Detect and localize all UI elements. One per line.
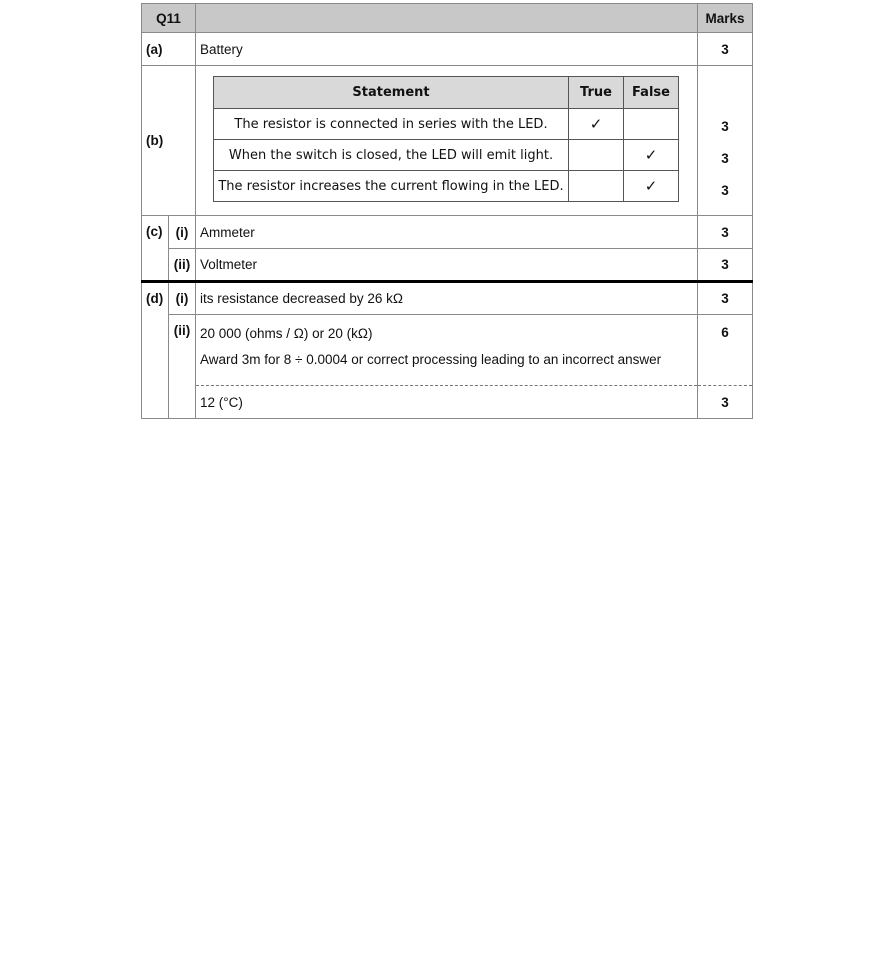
false-col-header: False [624,77,679,109]
statement-text: The resistor is connected in series with the LED. [214,109,569,140]
mark-scheme-table [141,3,753,419]
row-d-i [142,282,753,315]
part-b-mark: 3 [721,150,729,166]
statement-row [214,109,679,140]
statement-text: The resistor increases the current flowing in the LED. [214,171,569,202]
part-d-ii-label: (ii) [169,315,196,419]
mark-scheme [141,3,752,419]
statement-table-header [214,77,679,109]
part-d-ii-answer: 20 000 (ohms / Ω) or 20 (kΩ) [200,326,373,341]
part-b-mark: 3 [721,182,729,198]
part-d-ii-note: Award 3m for 8 ÷ 0.0004 or correct processing leading to an incorrect answer [200,352,662,367]
row-d-ii [142,315,753,386]
part-c-label: (c) [142,216,169,282]
statement-col-header: Statement [214,77,569,109]
false-cell: ✓ [624,171,679,202]
part-d-label: (d) [142,282,169,419]
part-b-mark: 3 [721,118,729,134]
part-d-ii-answer-block [196,315,698,386]
part-b-answer [196,66,698,216]
statement-text: When the switch is closed, the LED will emit light. [214,140,569,171]
part-d-ii-answer-2: 12 (°C) [196,386,698,419]
part-d-ii-marks-2: 3 [698,386,753,419]
part-a-marks: 3 [698,33,753,66]
part-a-label: (a) [142,33,196,66]
part-a-answer: Battery [196,33,698,66]
part-c-ii-label: (ii) [169,249,196,282]
question-number: Q11 [142,4,196,33]
false-cell: ✓ [624,140,679,171]
true-cell: ✓ [569,109,624,140]
part-c-i-label: (i) [169,216,196,249]
statement-row [214,140,679,171]
row-d-ii-second [142,386,753,419]
part-c-i-marks: 3 [698,216,753,249]
header-row [142,4,753,33]
part-c-ii-marks: 3 [698,249,753,282]
row-c-ii [142,249,753,282]
true-col-header: True [569,77,624,109]
row-b [142,66,753,216]
row-c-i [142,216,753,249]
part-d-ii-marks: 6 [698,315,753,386]
part-d-i-marks: 3 [698,282,753,315]
marks-header: Marks [698,4,753,33]
part-d-i-answer: its resistance decreased by 26 kΩ [196,282,698,315]
statement-row [214,171,679,202]
false-cell [624,109,679,140]
row-a [142,33,753,66]
part-d-i-label: (i) [169,282,196,315]
part-c-i-answer: Ammeter [196,216,698,249]
statement-table [213,76,679,202]
part-b-label: (b) [142,66,196,216]
part-c-ii-answer: Voltmeter [196,249,698,282]
header-blank [196,4,698,33]
part-b-marks [698,66,753,216]
true-cell [569,140,624,171]
true-cell [569,171,624,202]
